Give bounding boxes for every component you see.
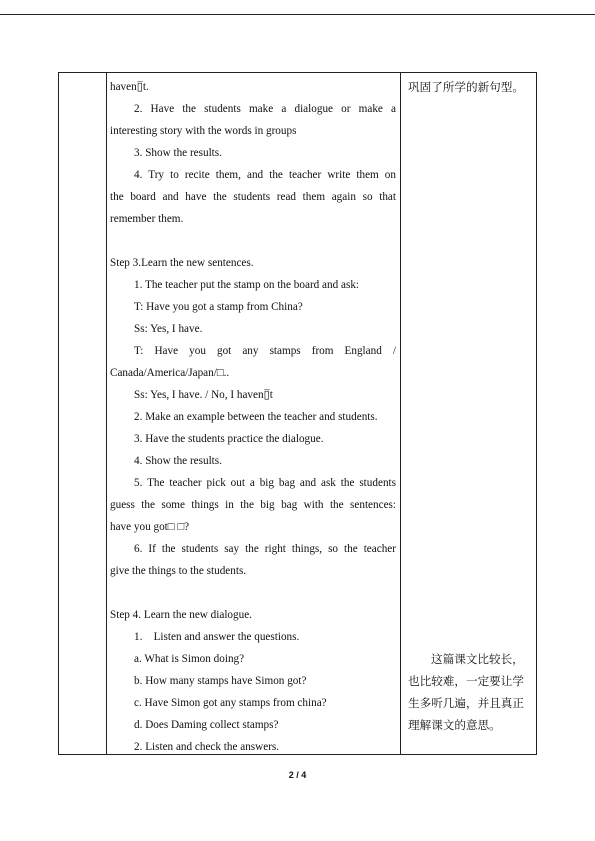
content-line: 3. Have the students practice the dialogue.: [134, 433, 324, 445]
content-line: Ss: Yes, I have. / No, I haven▯̅t: [134, 389, 273, 401]
content-line: give the things to the students.: [110, 565, 247, 577]
content-line: a. What is Simon doing?: [134, 653, 245, 665]
column-divider-right: [400, 73, 401, 754]
content-line: d. Does Daming collect stamps?: [134, 719, 279, 731]
note-line: 生多听几遍，并且真正: [408, 696, 524, 710]
content-line: 6. If the students say the right things, so the teacher: [134, 543, 396, 555]
content-line: 2. Make an example between the teacher and students.: [134, 411, 378, 423]
content-line: haven▯̅t.: [110, 81, 149, 93]
content-line: T: Have you got a stamp from China?: [134, 301, 303, 313]
note-line: 这篇课文比较长，: [431, 652, 524, 666]
content-line: the board and have the students read them again so that: [110, 191, 396, 203]
content-line: c. Have Simon got any stamps from china?: [134, 697, 327, 709]
note-line: 也比较难，一定要让学: [408, 674, 524, 688]
content-line: 1. The teacher put the stamp on the board and ask:: [134, 279, 360, 291]
content-line: Canada/America/Japan/□..: [110, 367, 230, 379]
content-line: guess the some things in the big bag with the sentences:: [110, 499, 396, 511]
content-line: b. How many stamps have Simon got?: [134, 675, 307, 687]
content-line: 2. Have the students make a dialogue or make a: [134, 103, 396, 115]
note-line: 理解课文的意思。: [408, 718, 501, 732]
header-rule: [0, 14, 595, 15]
content-line: 2. Listen and check the answers.: [134, 741, 280, 753]
content-line: have you got□ □?: [110, 521, 190, 533]
content-line: T: Have you got any stamps from England /: [134, 345, 396, 357]
content-line: 1. Listen and answer the questions.: [134, 631, 300, 643]
column-divider-left: [106, 73, 107, 754]
content-line: 4. Show the results.: [134, 455, 222, 467]
content-line: 3. Show the results.: [134, 147, 222, 159]
content-line: Ss: Yes, I have.: [134, 323, 203, 335]
content-line: interesting story with the words in groups: [110, 125, 297, 137]
content-line: 4. Try to recite them, and the teacher write them on: [134, 169, 396, 181]
content-line: 5. The teacher pick out a big bag and ask the students: [134, 477, 396, 489]
step-heading: Step 3.Learn the new sentences.: [110, 257, 254, 269]
page-number: 2 / 4: [288, 770, 307, 780]
step-heading: Step 4. Learn the new dialogue.: [110, 609, 252, 621]
content-line: remember them.: [110, 213, 184, 225]
note-line: 巩固了所学的新句型。: [408, 80, 524, 94]
